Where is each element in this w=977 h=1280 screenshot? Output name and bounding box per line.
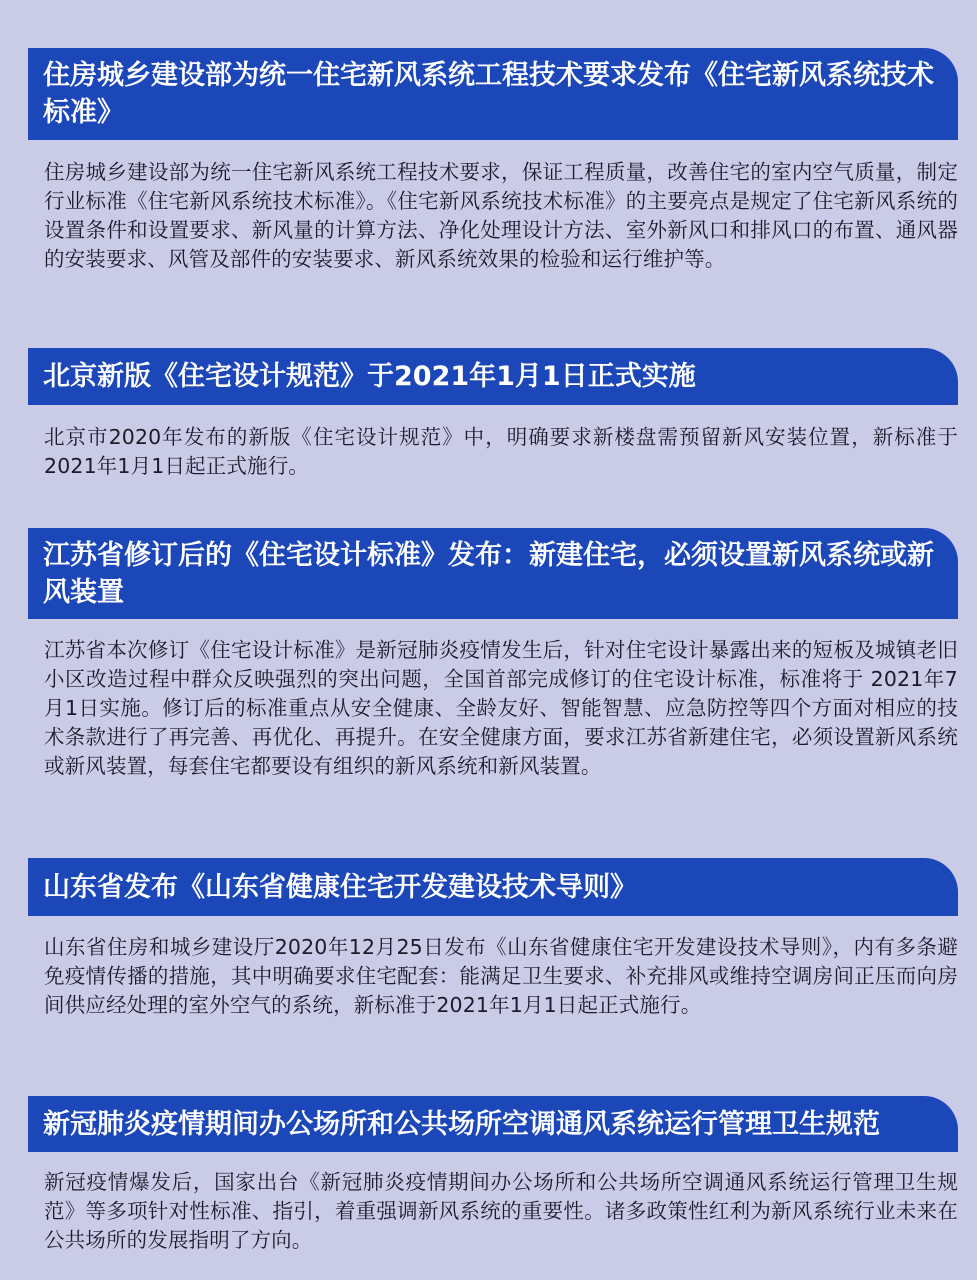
section-title: 江苏省修订后的《住宅设计标准》发布：新建住宅，必须设置新风系统或新风装置 (43, 539, 934, 608)
section-5 (28, 1096, 958, 1255)
section-body: 新冠疫情爆发后，国家出台《新冠肺炎疫情期间办公场所和公共场所空调通风系统运行管理卫生规范》等多项针对性标准、指引，着重强调新风系统的重要性。诸多政策性红利为新风系统行业未来在公共场所的发展指明了方向。 (44, 1170, 958, 1252)
section-title: 北京新版《住宅设计规范》于2021年1月1日正式实施 (43, 361, 696, 392)
section-2 (28, 348, 958, 481)
section-3 (28, 528, 958, 781)
section-body: 北京市2020年发布的新版《住宅设计规范》中，明确要求新楼盘需预留新风安装位置，新标准于2021年1月1日起正式施行。 (44, 425, 958, 478)
section-title-banner (28, 348, 958, 405)
section-title-banner (28, 858, 958, 916)
section-title: 新冠肺炎疫情期间办公场所和公共场所空调通风系统运行管理卫生规范 (43, 1108, 880, 1140)
section-4 (28, 858, 958, 1020)
section-body: 住房城乡建设部为统一住宅新风系统工程技术要求，保证工程质量，改善住宅的室内空气质量，制定行业标准《住宅新风系统技术标准》。《住宅新风系统技术标准》的主要亮点是规定了住宅新风系统的设置条件和设置要求、新风量的计算方法、净化处理设计方法、室外新风口和排风口的布置、通风器的安装要求、风管及部件的安装要求、新风系统效果的检验和运行维护等。 (44, 160, 958, 271)
section-title-banner (28, 528, 958, 619)
section-title: 住房城乡建设部为统一住宅新风系统工程技术要求发布《住宅新风系统技术标准》 (43, 60, 934, 128)
section-title-banner (28, 1096, 958, 1152)
section-title: 山东省发布《山东省健康住宅开发建设技术导则》 (43, 871, 637, 903)
section-body: 山东省住房和城乡建设厅2020年12月25日发布《山东省健康住宅开发建设技术导则》，内有多条避免疫情传播的措施，其中明确要求住宅配套：能满足卫生要求、补充排风或维持空调房间正压而向房间供应经处理的室外空气的系统，新标准于2021年1月1日起正式施行。 (44, 935, 958, 1017)
section-body: 江苏省本次修订《住宅设计标准》是新冠肺炎疫情发生后，针对住宅设计暴露出来的短板及城镇老旧小区改造过程中群众反映强烈的突出问题，全国首部完成修订的住宅设计标准，标准将于 2021年7月1日实施。修订后的标准重点从安全健康、全龄友好、智能智慧、应急防控等四个方面对相应的技术条款进行了再完善、再优化、再提升。在安全健康方面，要求江苏省新建住宅，必须设置新风系统或新风装置，每套住宅都要设有组织的新风系统和新风装置。 (44, 638, 958, 778)
section-1 (28, 48, 958, 274)
section-title-banner (28, 48, 958, 140)
